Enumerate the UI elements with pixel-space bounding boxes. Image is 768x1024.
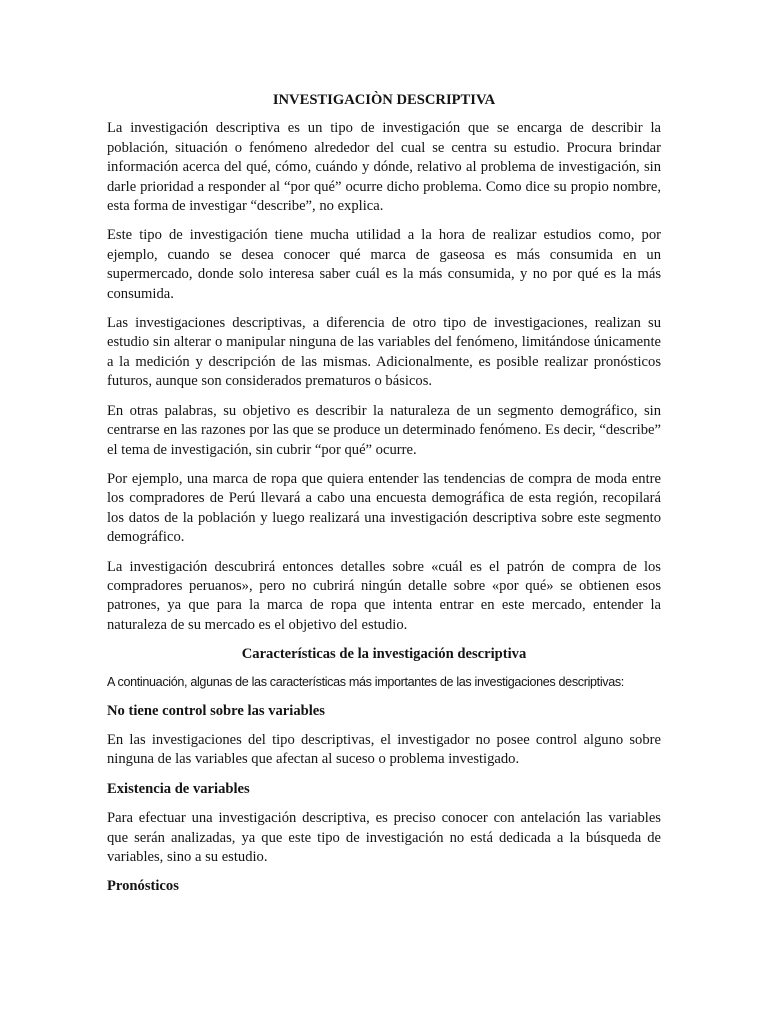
subheading-variables: Existencia de variables: [107, 780, 250, 797]
document-title: INVESTIGACIÒN DESCRIPTIVA: [272, 92, 496, 108]
subheading-forecasts: Pronósticos: [107, 878, 179, 895]
subheading-control: No tiene control sobre las variables: [107, 702, 325, 719]
paragraph-existence: Para efectuar una investigación descriptiva, es preciso conocer con antelación las variables que serán analizadas, ya que este tipo de investigación no está dedicada a la búsqueda de variables, sino a su estudio.: [107, 810, 661, 865]
section-intro: A continuación, algunas de las características más importantes de las investigaciones descriptivas:: [107, 674, 624, 689]
paragraph-definition: La investigación descriptiva es un tipo de investigación que se encarga de describir la población, situación o fenómeno alrededor del cual se centra su estudio. Procura brindar información acerca del qué, cómo, cuándo y dónde, relativo al problema de investigación, sin darle prioridad a responder al “por qué” ocurre dicho problema. Como dice su propio nombre, esta forma de investigar “describe”, no explica.: [107, 120, 661, 215]
document-page: [107, 91, 661, 907]
paragraph-discovery: La investigación descubrirá entonces detalles sobre «cuál es el patrón de compra de los compradores peruanos», pero no cubrirá ningún detalle sobre «por qué» se obtienen esos patrones, ya que para la marca de ropa que intenta entrar en este mercado, entender la naturaleza de su mercado es el objetivo del estudio.: [107, 558, 661, 633]
section-title: Características de la investigación descriptiva: [241, 646, 527, 663]
paragraph-variables: Las investigaciones descriptivas, a diferencia de otro tipo de investigaciones, realizan su estudio sin alterar o manipular ninguna de las variables del fenómeno, limitándose únicamente a la medición y descripción de las mismas. Adicionalmente, es posible realizar pronósticos futuros, aunque son considerados prematuros o básicos.: [107, 315, 661, 390]
paragraph-control: En las investigaciones del tipo descriptivas, el investigador no posee control alguno sobre ninguna de las variables que afectan al suceso o problema investigado.: [107, 731, 661, 768]
paragraph-example: Por ejemplo, una marca de ropa que quiera entender las tendencias de compra de moda entre los compradores de Perú llevará a cabo una encuesta demográfica de esta región, recopilará los datos de la población y luego realizará una investigación descriptiva sobre este segmento demográfico.: [107, 470, 661, 546]
paragraph-utility: Este tipo de investigación tiene mucha utilidad a la hora de realizar estudios como, por ejemplo, cuando se desea conocer qué marca de gaseosa es más consumida en un supermercado, donde solo interesa saber cuál es la más consumida, y no por qué es la más consumida.: [107, 227, 661, 302]
paragraph-objective: En otras palabras, su objetivo es describir la naturaleza de un segmento demográfico, sin centrarse en las razones por las que se produce un determinado fenómeno. Es decir, “describe” el tema de investigación, sin cubrir “por qué” ocurre.: [107, 402, 661, 458]
